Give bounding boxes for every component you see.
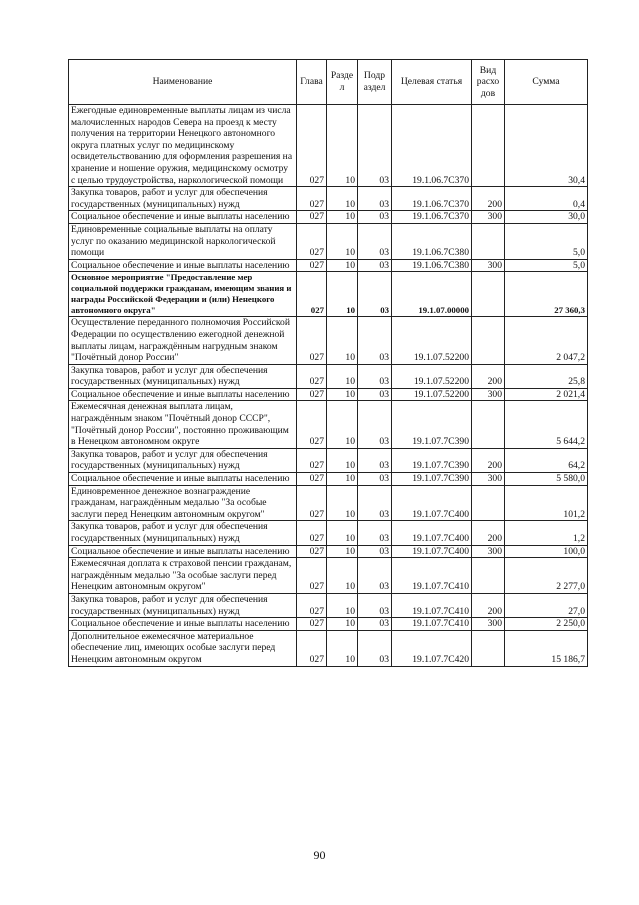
cell-podrazdel: 03 xyxy=(358,105,392,187)
cell-sum: 25,8 xyxy=(505,364,588,388)
table-row xyxy=(69,558,588,594)
cell-name: Дополнительное ежемесячное материальное обеспечение лиц, имеющих особые заслуги перед Ненецким автономным округом xyxy=(69,630,297,666)
cell-sum: 2 250,0 xyxy=(505,618,588,631)
cell-sum: 30,4 xyxy=(505,105,588,187)
header-name: Наименование xyxy=(69,60,297,105)
cell-target: 19.1.07.7С420 xyxy=(392,630,472,666)
cell-podrazdel: 03 xyxy=(358,211,392,224)
cell-sum: 2 277,0 xyxy=(505,558,588,594)
cell-razdel: 10 xyxy=(327,473,358,486)
cell-target: 19.1.07.00000 xyxy=(392,272,472,317)
cell-glava: 027 xyxy=(297,630,327,666)
cell-vid: 300 xyxy=(472,259,505,272)
cell-sum: 5,0 xyxy=(505,223,588,259)
cell-glava: 027 xyxy=(297,364,327,388)
cell-name: Ежегодные единовременные выплаты лицам из числа малочисленных народов Севера на проезд к месту получения на территории Ненецкого автономного округа платных услуг по медицинскому освидетельствованию для оформления разрешения на хранение и ношение оружия, медицинскому осмотру с целью трудоустройства, наркологической помощи xyxy=(69,105,297,187)
table-row xyxy=(69,545,588,558)
cell-target: 19.1.07.52200 xyxy=(392,317,472,364)
cell-vid xyxy=(472,630,505,666)
cell-glava: 027 xyxy=(297,545,327,558)
cell-razdel: 10 xyxy=(327,388,358,401)
cell-podrazdel: 03 xyxy=(358,187,392,211)
table-row xyxy=(69,630,588,666)
cell-glava: 027 xyxy=(297,211,327,224)
cell-vid: 200 xyxy=(472,521,505,545)
cell-name: Социальное обеспечение и иные выплаты населению xyxy=(69,388,297,401)
cell-razdel: 10 xyxy=(327,317,358,364)
cell-glava: 027 xyxy=(297,618,327,631)
cell-glava: 027 xyxy=(297,448,327,472)
cell-glava: 027 xyxy=(297,558,327,594)
cell-name: Осуществление переданного полномочия Российской Федерации по осуществлению ежегодной денежной выплаты лицам, награждённым нагрудным знаком "Почётный донор России" xyxy=(69,317,297,364)
cell-razdel: 10 xyxy=(327,545,358,558)
cell-sum: 27 360,3 xyxy=(505,272,588,317)
cell-name: Социальное обеспечение и иные выплаты населению xyxy=(69,473,297,486)
cell-sum: 101,2 xyxy=(505,485,588,521)
cell-podrazdel: 03 xyxy=(358,317,392,364)
cell-glava: 027 xyxy=(297,388,327,401)
cell-name: Закупка товаров, работ и услуг для обеспечения государственных (муниципальных) нужд xyxy=(69,364,297,388)
cell-razdel: 10 xyxy=(327,521,358,545)
cell-razdel: 10 xyxy=(327,558,358,594)
header-podrazdel: Подр аздел xyxy=(358,60,392,105)
cell-target: 19.1.06.7С370 xyxy=(392,105,472,187)
cell-podrazdel: 03 xyxy=(358,521,392,545)
cell-vid: 200 xyxy=(472,593,505,617)
cell-vid xyxy=(472,223,505,259)
table-row xyxy=(69,485,588,521)
cell-vid: 300 xyxy=(472,473,505,486)
table-header-row xyxy=(69,60,588,105)
cell-glava: 027 xyxy=(297,223,327,259)
cell-razdel: 10 xyxy=(327,259,358,272)
cell-podrazdel: 03 xyxy=(358,272,392,317)
cell-glava: 027 xyxy=(297,317,327,364)
cell-name: Закупка товаров, работ и услуг для обеспечения государственных (муниципальных) нужд xyxy=(69,187,297,211)
cell-razdel: 10 xyxy=(327,364,358,388)
cell-razdel: 10 xyxy=(327,630,358,666)
table-row xyxy=(69,593,588,617)
cell-target: 19.1.07.7С390 xyxy=(392,473,472,486)
cell-name: Закупка товаров, работ и услуг для обеспечения государственных (муниципальных) нужд xyxy=(69,593,297,617)
cell-target: 19.1.07.7С400 xyxy=(392,545,472,558)
table-row xyxy=(69,223,588,259)
cell-podrazdel: 03 xyxy=(358,545,392,558)
cell-name: Социальное обеспечение и иные выплаты населению xyxy=(69,211,297,224)
cell-glava: 027 xyxy=(297,485,327,521)
cell-target: 19.1.07.7С410 xyxy=(392,593,472,617)
cell-target: 19.1.07.7С410 xyxy=(392,618,472,631)
cell-podrazdel: 03 xyxy=(358,259,392,272)
table-row xyxy=(69,448,588,472)
budget-table xyxy=(68,59,588,667)
cell-name: Единовременное денежное вознаграждение гражданам, награждённым медалью "За особые заслуги перед Ненецким автономным округом" xyxy=(69,485,297,521)
cell-name: Ежемесячная денежная выплата лицам, награждённым знаком "Почётный донор СССР", "Почётный донор России", постоянно проживающим в Ненецком автономном округе xyxy=(69,401,297,448)
cell-razdel: 10 xyxy=(327,593,358,617)
table-row xyxy=(69,521,588,545)
cell-vid: 300 xyxy=(472,388,505,401)
cell-podrazdel: 03 xyxy=(358,223,392,259)
cell-vid: 200 xyxy=(472,364,505,388)
cell-glava: 027 xyxy=(297,473,327,486)
cell-vid xyxy=(472,272,505,317)
cell-razdel: 10 xyxy=(327,211,358,224)
cell-sum: 2 047,2 xyxy=(505,317,588,364)
cell-razdel: 10 xyxy=(327,187,358,211)
cell-glava: 027 xyxy=(297,259,327,272)
cell-podrazdel: 03 xyxy=(358,473,392,486)
table-row xyxy=(69,187,588,211)
cell-razdel: 10 xyxy=(327,448,358,472)
cell-sum: 5,0 xyxy=(505,259,588,272)
cell-glava: 027 xyxy=(297,272,327,317)
cell-podrazdel: 03 xyxy=(358,593,392,617)
cell-sum: 5 580,0 xyxy=(505,473,588,486)
cell-name: Социальное обеспечение и иные выплаты населению xyxy=(69,618,297,631)
cell-podrazdel: 03 xyxy=(358,630,392,666)
table-row xyxy=(69,473,588,486)
cell-target: 19.1.07.7С390 xyxy=(392,448,472,472)
header-sum: Сумма xyxy=(505,60,588,105)
table-row xyxy=(69,401,588,448)
cell-sum: 5 644,2 xyxy=(505,401,588,448)
cell-target: 19.1.07.7С400 xyxy=(392,485,472,521)
cell-vid xyxy=(472,317,505,364)
cell-podrazdel: 03 xyxy=(358,558,392,594)
table-row xyxy=(69,272,588,317)
cell-target: 19.1.07.7С410 xyxy=(392,558,472,594)
cell-target: 19.1.07.52200 xyxy=(392,364,472,388)
cell-name: Закупка товаров, работ и услуг для обеспечения государственных (муниципальных) нужд xyxy=(69,448,297,472)
cell-target: 19.1.06.7С370 xyxy=(392,211,472,224)
cell-podrazdel: 03 xyxy=(358,448,392,472)
cell-vid: 200 xyxy=(472,187,505,211)
header-glava: Глава xyxy=(297,60,327,105)
cell-vid xyxy=(472,105,505,187)
cell-vid xyxy=(472,558,505,594)
cell-name: Ежемесячная доплата к страховой пенсии гражданам, награждённым медалью "За особые заслуги перед Ненецким автономным округом" xyxy=(69,558,297,594)
table-row xyxy=(69,211,588,224)
cell-glava: 027 xyxy=(297,593,327,617)
cell-razdel: 10 xyxy=(327,272,358,317)
page-number: 90 xyxy=(313,848,326,862)
table-row xyxy=(69,388,588,401)
cell-target: 19.1.06.7С370 xyxy=(392,187,472,211)
cell-target: 19.1.06.7С380 xyxy=(392,259,472,272)
header-razdel: Разде л xyxy=(327,60,358,105)
cell-podrazdel: 03 xyxy=(358,618,392,631)
cell-target: 19.1.07.7С400 xyxy=(392,521,472,545)
cell-sum: 15 186,7 xyxy=(505,630,588,666)
cell-vid: 300 xyxy=(472,211,505,224)
cell-sum: 1,2 xyxy=(505,521,588,545)
cell-name: Основное мероприятие "Предоставление мер социальной поддержки гражданам, имеющим звания и награды Российской Федерации и (или) Ненецкого автономного округа" xyxy=(69,272,297,317)
cell-razdel: 10 xyxy=(327,401,358,448)
cell-name: Единовременные социальные выплаты на оплату услуг по оказанию медицинской наркологической помощи xyxy=(69,223,297,259)
cell-name: Социальное обеспечение и иные выплаты населению xyxy=(69,545,297,558)
cell-razdel: 10 xyxy=(327,223,358,259)
cell-name: Закупка товаров, работ и услуг для обеспечения государственных (муниципальных) нужд xyxy=(69,521,297,545)
cell-razdel: 10 xyxy=(327,485,358,521)
cell-glava: 027 xyxy=(297,401,327,448)
cell-sum: 100,0 xyxy=(505,545,588,558)
cell-target: 19.1.07.52200 xyxy=(392,388,472,401)
cell-sum: 27,0 xyxy=(505,593,588,617)
header-target: Целевая статья xyxy=(392,60,472,105)
cell-vid: 300 xyxy=(472,618,505,631)
cell-glava: 027 xyxy=(297,521,327,545)
table-row xyxy=(69,105,588,187)
cell-podrazdel: 03 xyxy=(358,485,392,521)
cell-razdel: 10 xyxy=(327,618,358,631)
cell-vid: 300 xyxy=(472,545,505,558)
cell-sum: 30,0 xyxy=(505,211,588,224)
cell-vid: 200 xyxy=(472,448,505,472)
cell-podrazdel: 03 xyxy=(358,401,392,448)
cell-vid xyxy=(472,401,505,448)
cell-sum: 64,2 xyxy=(505,448,588,472)
cell-sum: 2 021,4 xyxy=(505,388,588,401)
table-row xyxy=(69,317,588,364)
cell-target: 19.1.07.7С390 xyxy=(392,401,472,448)
cell-vid xyxy=(472,485,505,521)
cell-podrazdel: 03 xyxy=(358,388,392,401)
cell-glava: 027 xyxy=(297,187,327,211)
table-row xyxy=(69,618,588,631)
cell-sum: 0,4 xyxy=(505,187,588,211)
cell-glava: 027 xyxy=(297,105,327,187)
cell-name: Социальное обеспечение и иные выплаты населению xyxy=(69,259,297,272)
table-row xyxy=(69,364,588,388)
table-row xyxy=(69,259,588,272)
cell-target: 19.1.06.7С380 xyxy=(392,223,472,259)
cell-razdel: 10 xyxy=(327,105,358,187)
cell-podrazdel: 03 xyxy=(358,364,392,388)
header-vid: Вид расхо дов xyxy=(472,60,505,105)
